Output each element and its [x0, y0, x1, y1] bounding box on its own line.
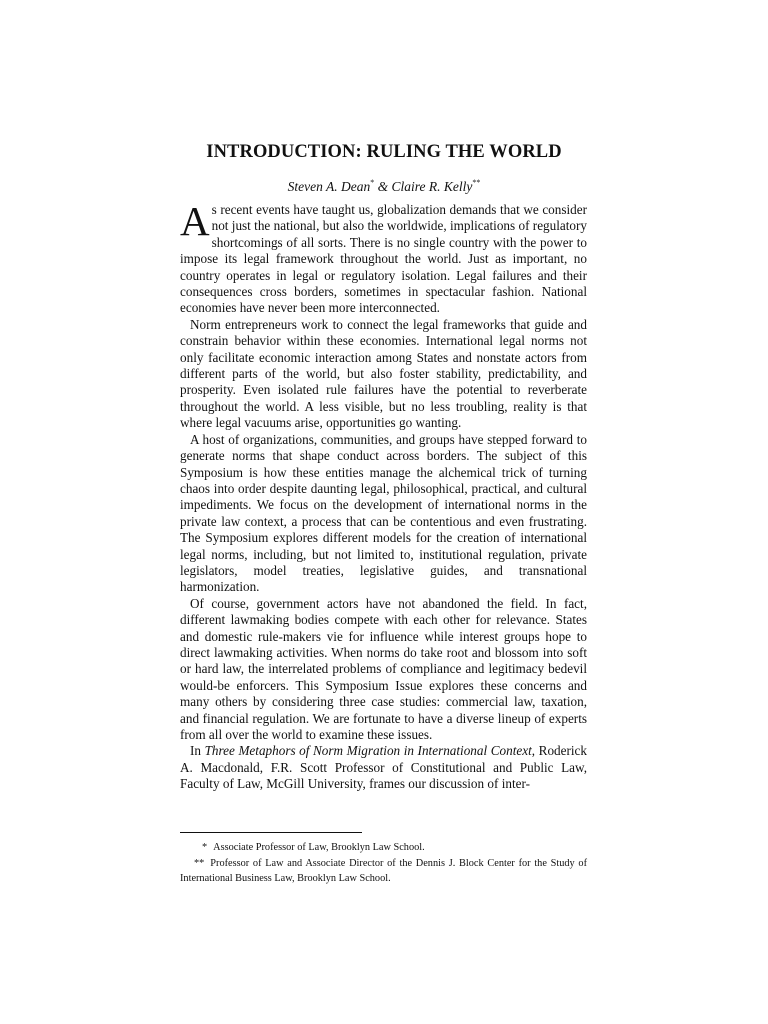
footnote-text: Professor of Law and Associate Director of the Dennis J. Block Center for the Study of International Business Law, Brooklyn Law School. — [180, 857, 587, 884]
paragraph — [180, 743, 587, 792]
author-name: Steven A. Dean — [287, 179, 371, 194]
drop-cap: A — [180, 198, 210, 244]
footnote — [180, 856, 587, 887]
footnote-text: Associate Professor of Law, Brooklyn Law School. — [213, 842, 425, 853]
paragraph-text: In — [190, 743, 205, 759]
paragraph: Norm entrepreneurs work to connect the legal frameworks that guide and constrain behavior within these economies. International legal norms not only facilitate economic interaction among States and nonstate actors from different parts of the world, but also foster stability, predictability, and prosperity. Even isolated rule failures have the potential to reverberate throughout the world. A less visible, but no less troubling, reality is that where legal vacuums arise, opportunities go wanting. — [180, 316, 587, 431]
article-title: INTRODUCTION: RULING THE WORLD — [206, 142, 562, 162]
footnote — [180, 840, 587, 856]
author-connector: & — [374, 179, 392, 194]
author-name: Claire R. Kelly — [391, 179, 473, 194]
paragraph-text: s recent events have taught us, globalization demands that we consider not just the national, but also the worldwide, implications of regulatory shortcomings of all sorts. There is no single country with the power to impose its legal framework throughout the world. Just as important, no country operates in legal or regulatory isolation. Legal failures and their consequences cross borders, sometimes in spectacular fashion. National economies have never been more interconnected. — [180, 202, 587, 316]
paragraph — [180, 198, 587, 317]
footnote-marker: * — [202, 842, 208, 853]
paragraph-text: , Roderick A. Macdonald, F.R. Scott Professor of Constitutional and Public Law, Faculty of Law, McGill University, frames our discussion of inter- — [180, 743, 587, 792]
paragraph: Of course, government actors have not abandoned the field. In fact, different lawmaking bodies compete with each other for relevance. States and domestic rule-makers vie for influence while interest groups hope to direct lawmaking activities. When norms do take root and blossom into soft or hard law, the interrelated problems of compliance and legitimacy bedevil would-be enforcers. This Symposium Issue explores these concerns and many others by considering three case studies: commercial law, taxation, and financial regulation. We are fortunate to have a diverse lineup of experts from all over the world to examine these issues. — [180, 595, 587, 742]
author-line — [0, 178, 768, 195]
footnote-marker: ** — [472, 178, 481, 187]
body-text — [180, 198, 587, 793]
footnote-marker: * — [370, 178, 375, 187]
cited-article-title: Three Metaphors of Norm Migration in International Context — [204, 743, 532, 759]
footnote-divider — [180, 832, 362, 833]
footnotes — [180, 840, 587, 887]
footnote-marker: ** — [194, 857, 205, 869]
paragraph: A host of organizations, communities, and groups have stepped forward to generate norms that shape conduct across borders. The subject of this Symposium is how these entities manage the alchemical trick of turning chaos into order despite daunting legal, philosophical, practical, and cultural impediments. We focus on the development of international norms in the private law context, a process that can be contentious and even frustrating. The Symposium explores different models for the creation of international legal norms, including, but not limited to, institutional regulation, private legislators, model treaties, legislative guides, and transnational harmonization. — [180, 431, 587, 595]
